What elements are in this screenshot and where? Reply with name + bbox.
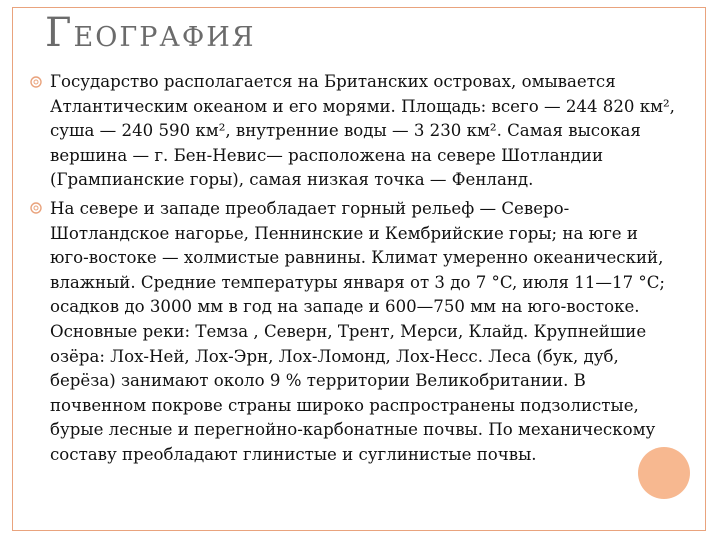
slide-content — [29, 70, 677, 472]
bullet-text-geography: Государство располагается на Британских островах, омывается Атлантическим океаном и его морями. Площадь: всего — 244 820 км², суша — 240 590 км², внутренние воды — 3 230 км². Самая высокая вершина — г. Бен-Невис— расположена на севере Шотландии (Грампианские горы), самая низкая точка — Фенланд. — [50, 72, 675, 190]
decorative-circle — [638, 447, 690, 499]
slide-title — [45, 10, 256, 56]
bullet-item-geography — [29, 70, 677, 193]
open-circle-bullet-icon — [29, 70, 50, 93]
slide-title-initial: Г — [45, 10, 74, 56]
open-circle-bullet-icon — [29, 197, 50, 220]
slide-title-rest: ЕОГРАФИЯ — [73, 22, 256, 53]
bullet-item-relief-climate — [29, 197, 677, 468]
bullet-text-relief-climate: На севере и западе преобладает горный рельеф — Северо-Шотландское нагорье, Пеннинские и Кембрийские горы; на юге и юго-востоке — холмистые равнины. Климат умеренно океанический, влажный. Средние температуры января от 3 до 7 °C, июля 11—17 °C; осадков до 3000 мм в год на западе и 600—750 мм на юго-востоке. Основные реки: Темза , Северн, Трент, Мерси, Клайд. Крупнейшие озёра: Лох-Ней, Лох-Эрн, Лох-Ломонд, Лох-Несс. Леса (бук, дуб, берёза) занимают около 9 % территории Великобритании. В почвенном покрове страны широко распространены подзолистые, бурые лесные и перегнойно-карбонатные почвы. По механическому составу преобладают глинистые и суглинистые почвы. — [50, 198, 665, 464]
